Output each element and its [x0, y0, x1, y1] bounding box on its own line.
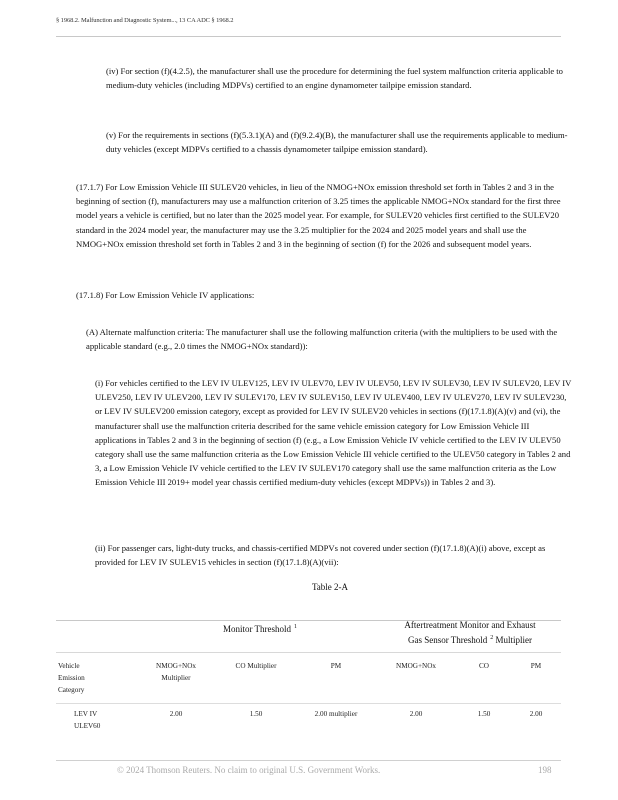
- multiplier-label: Multiplier: [495, 635, 533, 645]
- col-header-pm: PM: [330, 662, 342, 670]
- table-cell-vehicle-category: LEV IV ULEV60: [74, 710, 101, 730]
- footnote-2: 2: [490, 635, 494, 641]
- footer-rule: [56, 760, 561, 761]
- table-cell-nmog-nox-multiplier: 2.00: [169, 710, 183, 718]
- table-cell-pm: 2.00 multiplier: [314, 710, 358, 718]
- col-header-nmog-nox: NMOG+NOx: [396, 662, 436, 670]
- paragraph-v: (v) For the requirements in sections (f)(5.3.1)(A) and (f)(9.2.4)(B), the manufacturer shall use the requirements applicable to medium-duty vehicles (except MDPVs certified to a chassis dynamometer tailpipe emission standard).: [106, 130, 568, 155]
- col-header-co-multiplier: CO Multiplier: [235, 662, 277, 670]
- gas-sensor-label: Gas Sensor Threshold: [407, 635, 488, 645]
- monitor-threshold-header: [200, 622, 320, 639]
- paragraph-ii: (ii) For passenger cars, light-duty trucks, and chassis-certified MDPVs not covered under section (f)(17.1.8)(A)(i) above, except as provided for LEV IV SULEV15 vehicles in section (f)(17.1.8)(A)(vii):: [95, 543, 546, 568]
- table-cell-nmog-nox: 2.00: [409, 710, 423, 718]
- col-header-vehicle-category: Vehicle Emission Category: [58, 662, 85, 694]
- paragraph-17-1-7: (17.1.7) For Low Emission Vehicle III SULEV20 vehicles, in lieu of the NMOG+NOx emission threshold set forth in Tables 2 and 3 in the beginning of section (f), manufacturers may use a malfunction criterion of 3.25 times the applicable NMOG+NOx standard for the first three model years a vehicle is certified, but no later than the 2025 model year. For example, for SULEV20 vehicles first certified to the SULEV20 standard in the 2024 model year, the manufacturer may use the 3.25 multiplier for the 2024 and 2025 model years and shall use the NMOG+NOx emission threshold set forth in Tables 2 and 3 in the beginning of section (f) for the 2026 and subsequent model years.: [76, 182, 561, 249]
- table-cell-pm-2: 2.00: [529, 710, 543, 718]
- header-rule: [56, 36, 561, 37]
- running-header: § 1968.2. Malfunction and Diagnostic System..., 13 CA ADC § 1968.2: [56, 17, 234, 24]
- aftertreatment-header: [380, 618, 560, 650]
- paragraph-A: (A) Alternate malfunction criteria: The manufacturer shall use the following malfunction criteria (with the multipliers to be used with the applicable standard (e.g., 2.0 times the NMOG+NOx standard)):: [86, 327, 558, 352]
- table-cell-co: 1.50: [477, 710, 491, 718]
- table-cell-co-multiplier: 1.50: [249, 710, 263, 718]
- table-caption: Table 2-A: [311, 582, 349, 592]
- table-header-rule: [56, 652, 561, 653]
- table-row-rule: [56, 703, 561, 704]
- paragraph-17-1-8: (17.1.8) For Low Emission Vehicle IV applications:: [76, 290, 255, 300]
- paragraph-iv: (iv) For section (f)(4.2.5), the manufacturer shall use the procedure for determining the fuel system malfunction criteria applicable to medium-duty vehicles (including MDPVs) certified to an engine dynamometer tailpipe emission standard.: [106, 66, 563, 91]
- col-header-co: CO: [479, 662, 489, 670]
- col-header-nmog-nox-multiplier: NMOG+NOx Multiplier: [156, 662, 196, 682]
- footer-copyright: © 2024 Thomson Reuters. No claim to original U.S. Government Works.: [117, 765, 381, 775]
- monitor-threshold-label: Monitor Threshold: [222, 624, 292, 634]
- aftertreatment-line2: [380, 633, 560, 650]
- col-header-pm-2: PM: [530, 662, 542, 670]
- paragraph-i: (i) For vehicles certified to the LEV IV ULEV125, LEV IV ULEV70, LEV IV ULEV50, LEV IV SULEV30, LEV IV SULEV20, LEV IV ULEV250, LEV IV ULEV200, LEV IV SULEV170, LEV IV SULEV150, LEV IV ULEV400, LEV IV ULEV270, LEV IV SULEV230, or LEV IV SULEV200 emission category, except as provided for LEV IV SULEV20 vehicles in sections (f)(17.1.8)(A)(v) and (vi), the manufacturer shall use the malfunction criteria described for the same vehicle emission category for Low Emission Vehicle III applications in Tables 2 and 3 in the beginning of section (f) (e.g., a Low Emission Vehicle IV vehicle certified to the LEV IV ULEV50 category shall use the same malfunction criteria as the Low Emission Vehicle III vehicle certified to the ULEV50 category in Tables 2 and 3, a Low Emission Vehicle IV vehicle certified to the LEV IV SULEV170 category shall use the same malfunction criteria as the Low Emission Vehicle III 2019+ model year chassis certified medium-duty vehicles (except MDPVs)) in Tables 2 and 3).: [95, 378, 572, 488]
- footnote-1: 1: [294, 624, 298, 630]
- aftertreatment-line1: Aftertreatment Monitor and Exhaust: [404, 620, 536, 630]
- page-number: 198: [538, 765, 552, 775]
